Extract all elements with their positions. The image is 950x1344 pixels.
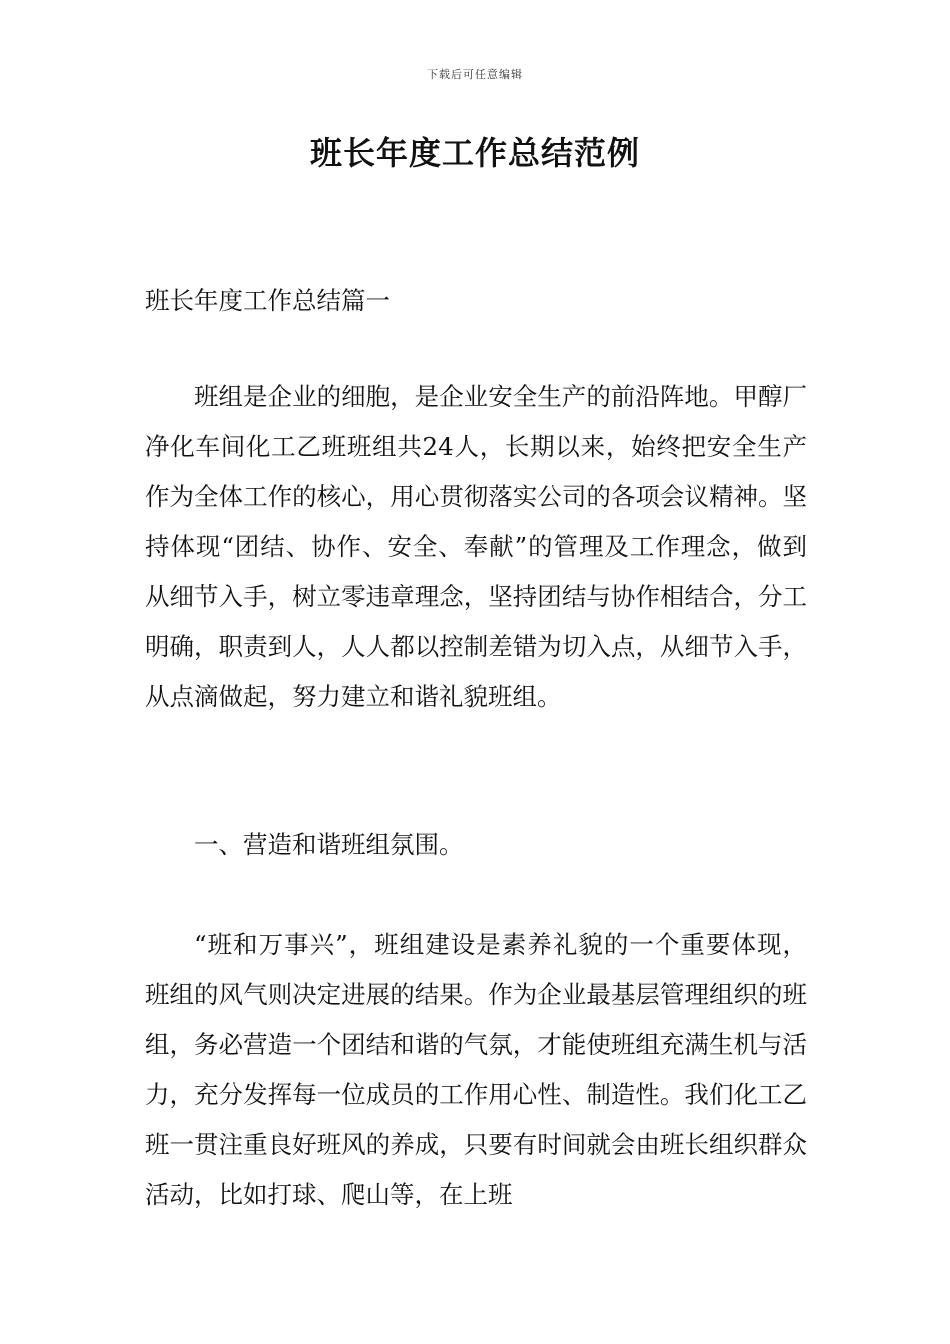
header-note: 下载后可任意编辑: [427, 68, 523, 81]
paragraph: 班组是企业的细胞，是企业安全生产的前沿阵地。甲醇厂净化车间化工乙班班组共24人，长期以来，始终把安全生产作为全体工作的核心，用心贯彻落实公司的各项会议精神。坚持体现“团结、协作、安全、奉献”的管理及工作理念，做到从细节入手，树立零违章理念，坚持团结与协作相结合，分工明确，职责到人，人人都以控制差错为切入点，从细节入手，从点滴做起，努力建立和谐礼貌班组。: [145, 382, 807, 711]
section-heading: 班长年度工作总结篇一: [145, 286, 390, 315]
paragraph: “班和万事兴”，班组建设是素养礼貌的一个重要体现，班组的风气则决定进展的结果。作为企业最基层管理组织的班组，务必营造一个团结和谐的气氛，才能使班组充满生机与活力，充分发挥每一位成员的工作用心性、制造性。我们化工乙班一贯注重良好班风的养成，只要有时间就会由班长组织群众活动，比如打球、爬山等，在上班: [145, 930, 807, 1209]
document-title: 班长年度工作总结范例: [309, 134, 640, 172]
subheading: 一、营造和谐班组氛围。: [194, 830, 464, 859]
